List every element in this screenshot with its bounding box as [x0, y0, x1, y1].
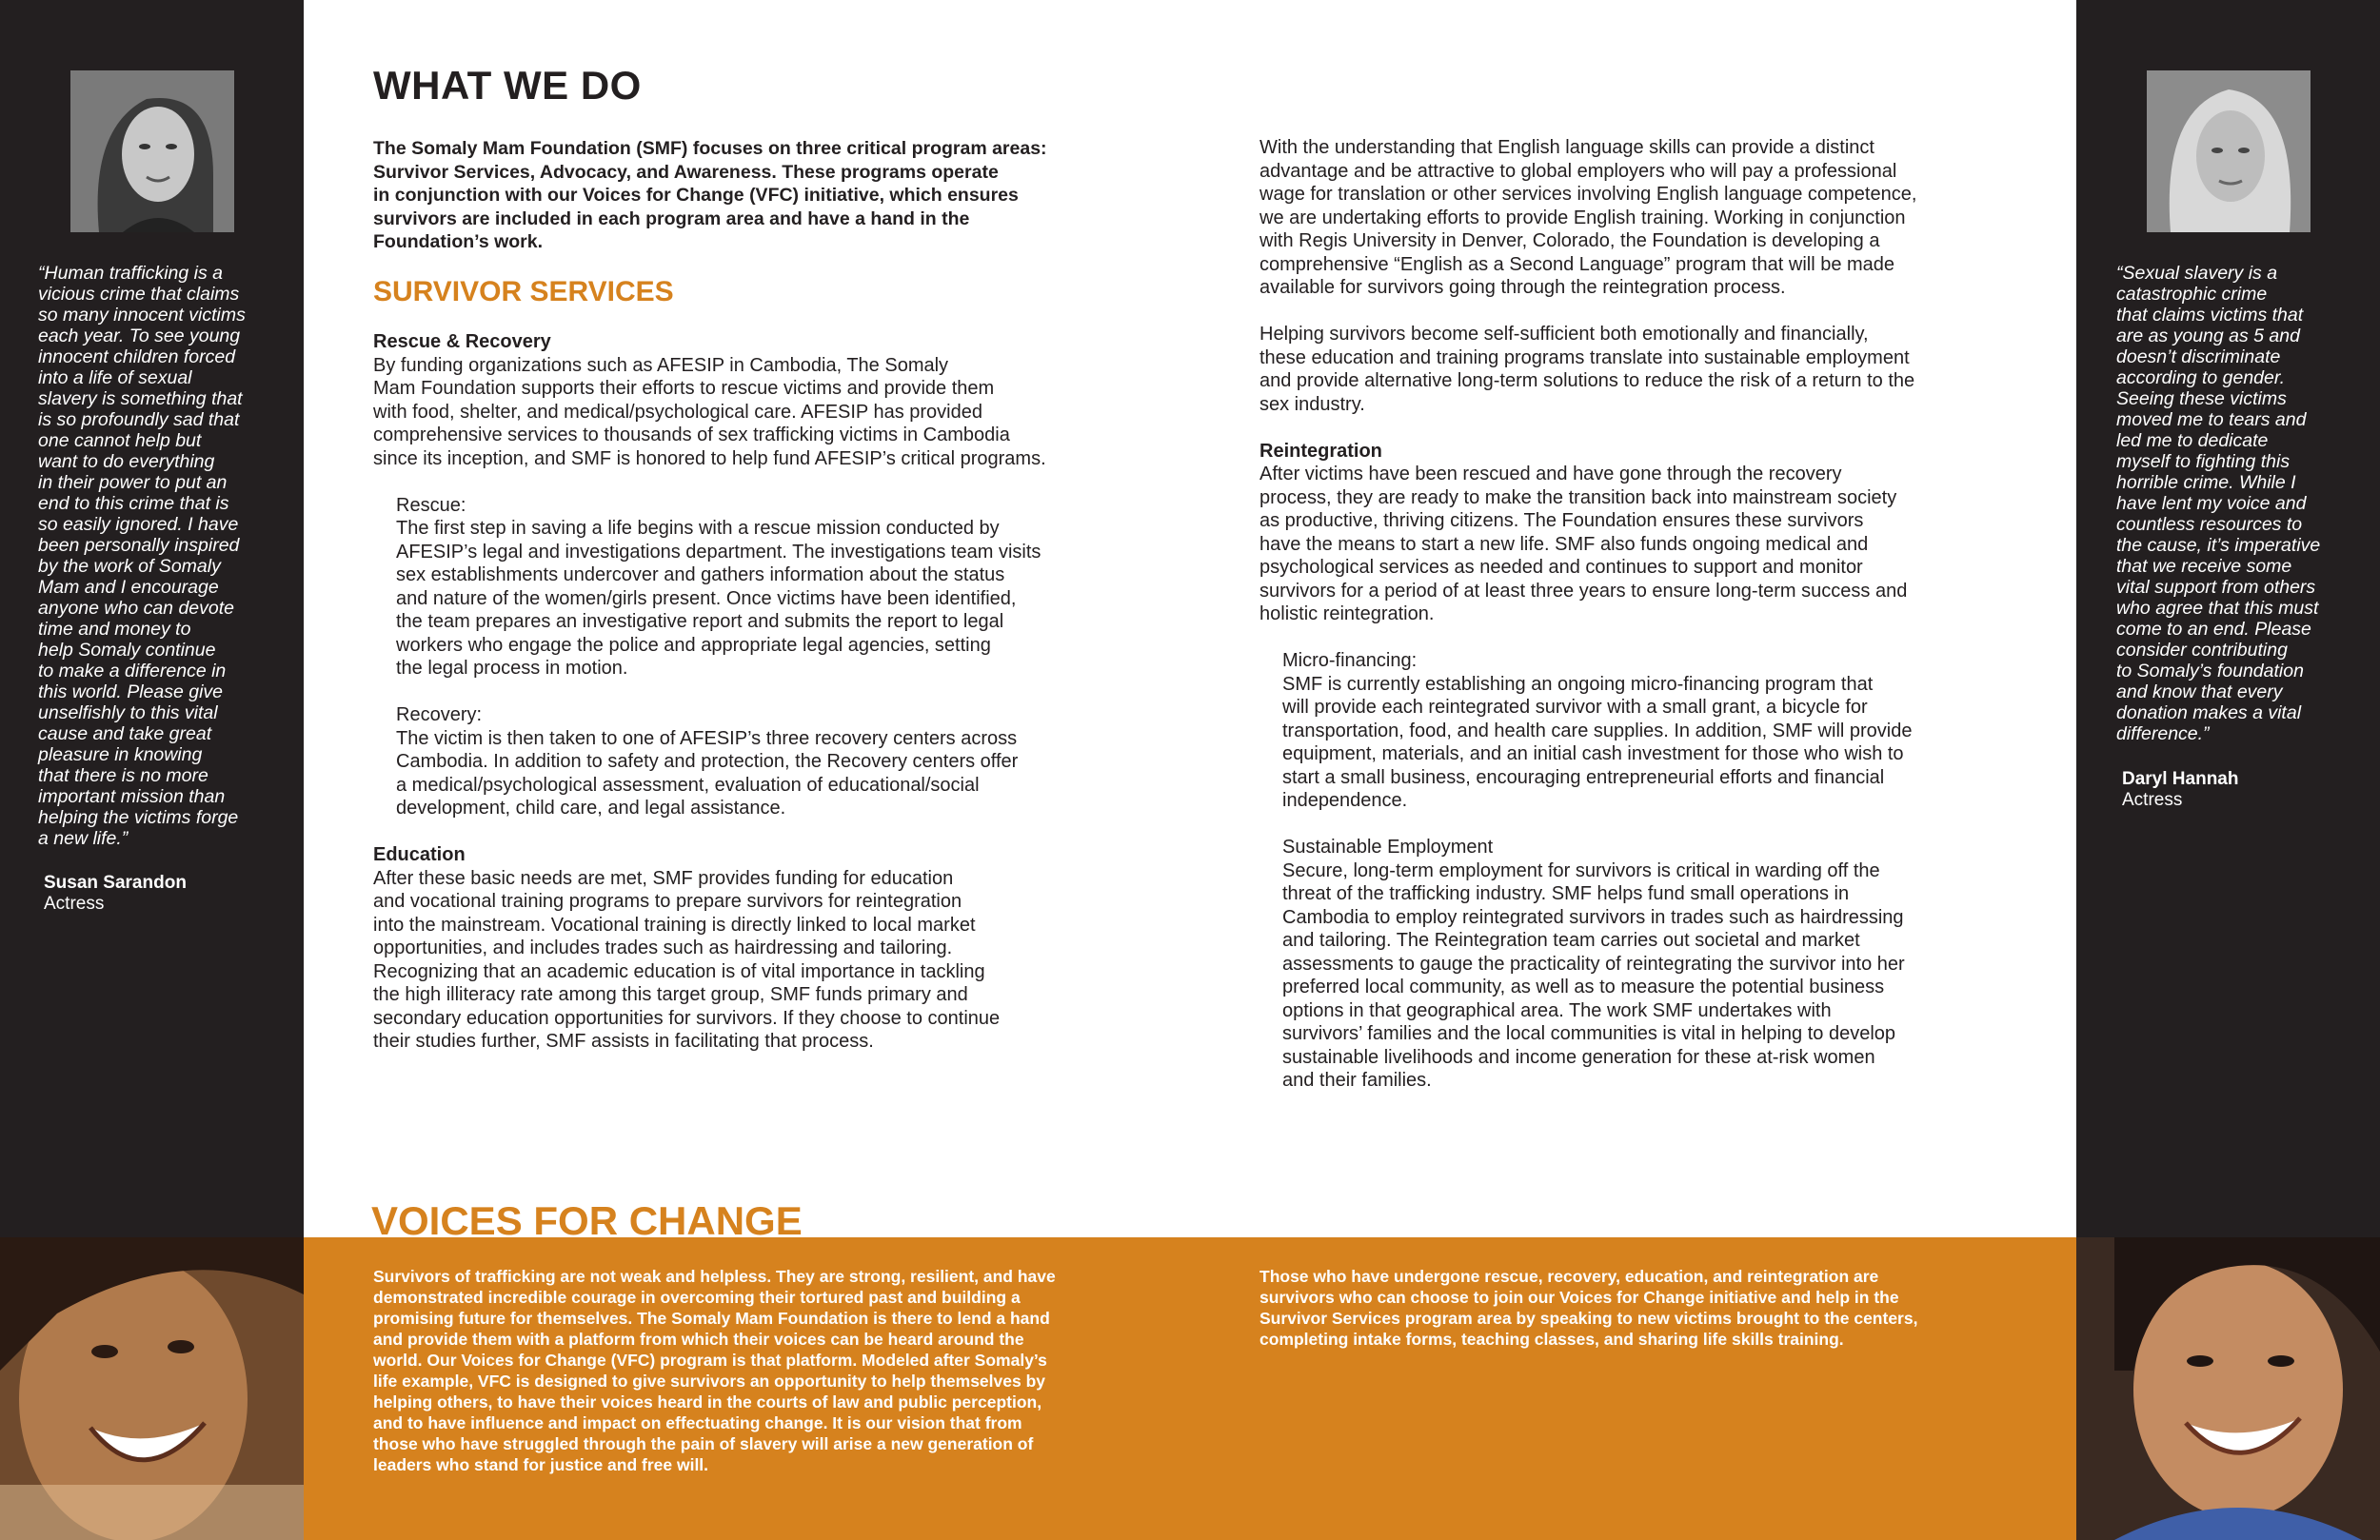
susan-sarandon-photo [70, 70, 234, 232]
smiling-girl-photo-left [0, 1237, 304, 1540]
micro-financing-body: SMF is currently establishing an ongoing micro-financing program that will provide each reintegrated survivor with a small grant, a bicycle for transportation, food, and health care supplies. In addition, SMF will provide equipment, materials, and an initial cash investment for those who wish to start a small business, encouraging entrepreneurial efforts and financial independence. [1282, 673, 1913, 811]
reintegration-heading: Reintegration [1259, 440, 1382, 462]
left-testimonial-role: Actress [44, 894, 105, 914]
vfc-left-paragraph: Survivors of trafficking are not weak and helpless. They are strong, resilient, and have demonstrated incredible courage in overcoming their tortured past and building a promising future for themselves. The Somaly Mam Foundation is there to lend a hand and provide them with a platform from which their voices can be heard around the world. Our Voices for Change (VFC) program is that platform. Modeled after Somaly’s life example, VFC is designed to give survivors an opportunity to help themselves by helping others, to have their voices heard in the courts of law and public perception, and to have influence and impact on effectuating change. It is our vision that from those who have struggled through the pain of slavery will arise a new generation of leaders who stand for justice and free will. [373, 1267, 1056, 1474]
voices-for-change-heading: VOICES FOR CHANGE [371, 1198, 803, 1237]
right-column [1259, 136, 2021, 1093]
rescue-block [373, 494, 1135, 820]
voices-for-change-band [0, 1237, 2380, 1540]
page-title: WHAT WE DO [373, 63, 642, 108]
rescue-recovery-body: By funding organizations such as AFESIP in Cambodia, The Somaly Mam Foundation supports their efforts to rescue victims and provide them with food, shelter, and medical/psychological care. AFESIP has provided comprehensive services to thousands of sex trafficking victims in Cambodia since its inception, and SMF is honored to help fund AFESIP’s critical programs. [373, 354, 1046, 469]
left-column [373, 330, 1135, 1054]
reintegration-body: After victims have been rescued and have gone through the recovery process, they are ready to make the transition back into mainstream society as productive, thriving citizens. The Foundation ensures these survivors have the means to start a new life. SMF also funds ongoing medical and psychological services as needed and continues to support and monitor survivors for a period of at least three years to ensure long-term success and holistic reintegration. [1259, 464, 1908, 624]
english-training-paragraph: With the understanding that English language skills can provide a distinct advantage and be attractive to global employers who will pay a professional wage for translation or other services involving English language competence, we are undertaking efforts to provide English training. Working in conjunction with Regis University in Denver, Colorado, the Foundation is developing a comprehensive “English as a Second Language” program that will be made available for survivors going through the reintegration process. [1259, 137, 1917, 298]
right-sidebar [2076, 0, 2380, 1237]
right-testimonial-quote: “Sexual slavery is a catastrophic crime that claims victims that are as young as 5 and doesn’t discriminate according to gender. Seeing these victims moved me to tears and led me to dedicate myself to fighting this horrible crime. While I have lent my voice and countless resources to the cause, it’s imperative that we receive some vital support from others who agree that this must come to an end. Please consider contributing to Somaly’s foundation and know that every donation makes a vital difference.” [2116, 263, 2321, 744]
left-testimonial-quote: “Human trafficking is a vicious crime that claims so many innocent victims each year. To see young innocent children forced into a life of sexual slavery is something that is so profoundly sad that one cannot help but want to do everything in their power to put an end to this crime that is so easily ignored. I have been personally inspired by the work of Somaly Mam and I encourage anyone who can devote time and money to help Somaly continue to make a difference in this world. Please give unselfishly to this vital cause and take great pleasure in knowing that there is no more important mission than helping the victims forge a new life.” [38, 263, 246, 849]
education-body: After these basic needs are met, SMF provides funding for education and vocational training programs to prepare survivors for reintegration into the mainstream. Vocational training is directly linked to local market opportunities, and includes trades such as hairdressing and tailoring. Recognizing that an academic education is of vital importance in tackling the high illiteracy rate among this target group, SMF funds primary and secondary education opportunities for survivors. If they choose to continue their studies further, SMF assists in facilitating that process. [373, 867, 1001, 1052]
self-sufficient-paragraph: Helping survivors become self-sufficient both emotionally and financially, these education and training programs translate into sustainable employment and provide alternative long-term solutions to reduce the risk of a return to the sex industry. [1259, 324, 1915, 415]
vfc-right-paragraph: Those who have undergone rescue, recovery, education, and reintegration are survivors who can choose to join our Voices for Change initiative and help in the Survivor Services program area by speaking to new victims brought to the centers, completing intake forms, teaching classes, and sharing life skills training. [1259, 1267, 1918, 1349]
right-testimonial-name: Daryl Hannah [2122, 769, 2239, 789]
left-testimonial-name: Susan Sarandon [44, 873, 187, 893]
sustainable-employment-body: Secure, long-term employment for survivors is critical in warding off the threat of the trafficking industry. SMF helps fund small operations in Cambodia to employ reintegrated survivors in trades such as hairdressing and tailoring. The Reintegration team carries out societal and market assessments to gauge the practicality of reintegrating the survivor into her preferred local community, as well as to measure the potential business options in that geographical area. The work SMF undertakes with survivors’ families and the local communities is vital in helping to develop sustainable livelihoods and income generation for these at-risk women and their families. [1282, 859, 1905, 1091]
sustainable-employment-heading: Sustainable Employment [1282, 837, 1494, 858]
rescue-body: The first step in saving a life begins with a rescue mission conducted by AFESIP’s legal and investigations department. The investigations team visits sex establishments undercover and gathers information about the status and nature of the women/girls present. Once victims have been identified, the team prepares an investigative report and submits the report to legal workers who engage the police and appropriate legal agencies, setting the legal process in motion. [396, 518, 1041, 679]
rescue-heading: Rescue: [396, 494, 466, 516]
intro-paragraph: The Somaly Mam Foundation (SMF) focuses on three critical program areas: Survivor Services, Advocacy, and Awareness. These programs operate in conjunction with our Voices for Change (VFC) initiative, which ensures survivors are included in each program area and have a hand in the Foundation’s work. [373, 138, 1047, 252]
education-heading: Education [373, 844, 466, 865]
smiling-girl-photo-right [2076, 1237, 2380, 1540]
left-sidebar [0, 0, 304, 1237]
rescue-recovery-heading: Rescue & Recovery [373, 331, 551, 352]
micro-financing-heading: Micro-financing: [1282, 650, 1418, 671]
survivor-services-heading: SURVIVOR SERVICES [373, 276, 674, 307]
reintegration-subsections [1259, 649, 2021, 1093]
daryl-hannah-photo [2147, 70, 2311, 232]
recovery-body: The victim is then taken to one of AFESIP’s three recovery centers across Cambodia. In addition to safety and protection, the Recovery centers offer a medical/psychological assessment, evaluation of educational/social development, child care, and legal assistance. [396, 727, 1019, 819]
recovery-heading: Recovery: [396, 704, 483, 725]
right-testimonial-role: Actress [2122, 790, 2183, 810]
